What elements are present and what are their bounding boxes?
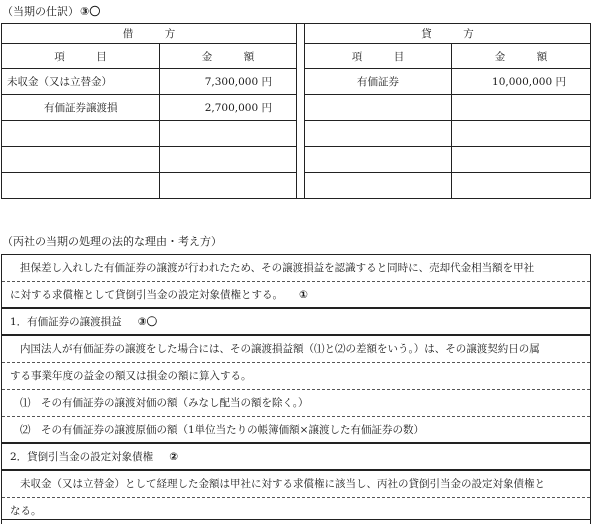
debit-item xyxy=(2,121,160,147)
score-mark: ② xyxy=(169,451,179,463)
credit-amount xyxy=(452,173,591,199)
table-row xyxy=(2,121,591,147)
credit-item-header: 項 目 xyxy=(305,44,452,69)
column-gap xyxy=(297,24,305,44)
reason-text: 担保差し入れした有価証券の譲渡が行われたため、その譲渡損益を認識すると同時に、売却代金相当額を甲社 xyxy=(20,262,535,274)
reason-text: ⑴ その有価証券の譲渡対価の額（みなし配当の額を除く。） xyxy=(20,397,309,409)
table-row xyxy=(2,147,591,173)
reason-text: ⑵ その有価証券の譲渡原価の額（1単位当たりの帳簿価額×譲渡した有価証券の数） xyxy=(20,424,424,436)
reason-line xyxy=(2,471,590,498)
reason-line xyxy=(2,255,590,282)
reason-line xyxy=(2,417,590,444)
score-mark: ① xyxy=(299,289,308,301)
column-gap xyxy=(297,173,305,199)
reason-line xyxy=(2,282,590,309)
credit-header: 貸 方 xyxy=(305,24,591,44)
column-gap xyxy=(297,95,305,121)
section-heading xyxy=(2,444,590,471)
journal-caption-text: （当期の仕訳） xyxy=(2,5,79,18)
credit-amount xyxy=(452,95,591,121)
reason-box xyxy=(1,254,591,524)
reason-line xyxy=(2,336,590,363)
column-gap xyxy=(297,147,305,173)
reason-line xyxy=(2,498,590,524)
reason-text: 未収金（又は立替金）として経理した金額は甲社に対する求償権に該当し、丙社の貸倒引当金の設定対象債権と xyxy=(20,478,545,490)
debit-amount: 2,700,000 円 xyxy=(160,95,297,121)
reason-text: なる。 xyxy=(10,505,42,517)
table-row xyxy=(2,95,591,121)
table-subheader-row xyxy=(2,44,591,69)
debit-item: 未収金（又は立替金） xyxy=(2,69,160,95)
score-mark: ③〇 xyxy=(80,5,101,18)
table-header-row xyxy=(2,24,591,44)
debit-item-header: 項 目 xyxy=(2,44,160,69)
reason-line xyxy=(2,390,590,417)
credit-item xyxy=(305,147,452,173)
credit-amount-header: 金 額 xyxy=(452,44,591,69)
debit-item: 有価証券譲渡損 xyxy=(2,95,160,121)
credit-amount: 10,000,000 円 xyxy=(452,69,591,95)
table-row xyxy=(2,173,591,199)
credit-item: 有価証券 xyxy=(305,69,452,95)
section-heading xyxy=(2,309,590,336)
debit-item xyxy=(2,147,160,173)
reason-text: 内国法人が有価証券の譲渡をした場合には、その譲渡損益額（⑴と⑵の差額をいう。）は、その譲渡契約日の属 xyxy=(20,343,540,355)
credit-item xyxy=(305,173,452,199)
credit-item xyxy=(305,95,452,121)
credit-amount xyxy=(452,147,591,173)
debit-item xyxy=(2,173,160,199)
credit-amount xyxy=(452,121,591,147)
reason-line xyxy=(2,363,590,390)
debit-header: 借 方 xyxy=(2,24,297,44)
debit-amount: 7,300,000 円 xyxy=(160,69,297,95)
reason-text: に対する求償権として貸倒引当金の設定対象債権とする。 xyxy=(10,289,283,301)
credit-item xyxy=(305,121,452,147)
reason-text: する事業年度の益金の額又は損金の額に算入する。 xyxy=(10,370,252,382)
debit-amount-header: 金 額 xyxy=(160,44,297,69)
reason-text: 2．貸倒引当金の設定対象債権 xyxy=(10,451,154,463)
debit-amount xyxy=(160,173,297,199)
column-gap xyxy=(297,69,305,95)
column-gap xyxy=(297,121,305,147)
journal-entry-table xyxy=(1,23,591,199)
reason-caption: （丙社の当期の処理の法的な理由・考え方） xyxy=(2,235,222,248)
score-mark: ③〇 xyxy=(137,316,158,328)
debit-amount xyxy=(160,121,297,147)
column-gap xyxy=(297,44,305,69)
table-row xyxy=(2,69,591,95)
journal-caption xyxy=(2,5,100,19)
reason-text: 1．有価証券の譲渡損益 xyxy=(10,316,122,328)
debit-amount xyxy=(160,147,297,173)
